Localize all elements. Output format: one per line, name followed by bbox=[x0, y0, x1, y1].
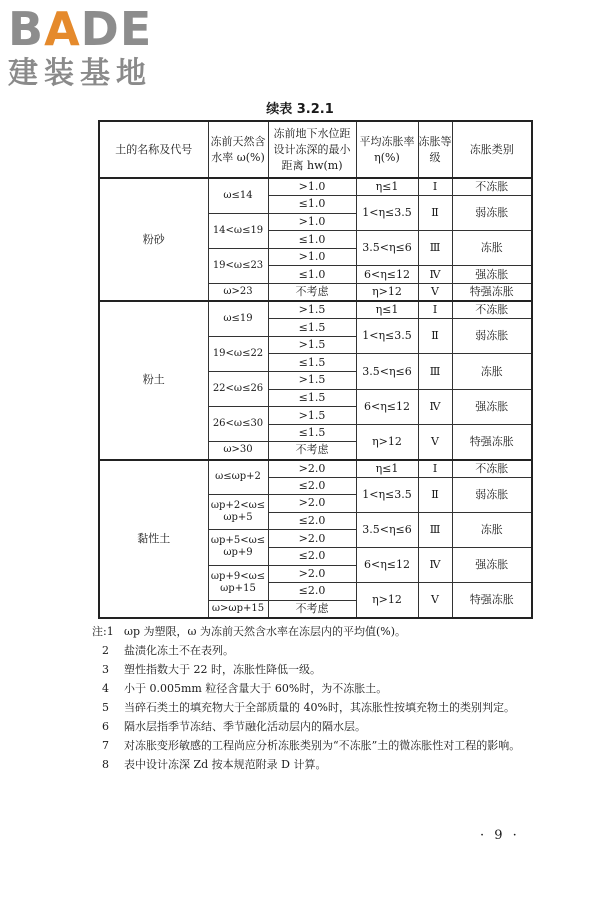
cell-distance: ≤1.0 bbox=[268, 231, 356, 249]
cell-distance: ≤1.0 bbox=[268, 266, 356, 284]
cell-distance: ≤1.5 bbox=[268, 354, 356, 372]
cell-grade: Ⅰ bbox=[418, 301, 452, 319]
logo bbox=[8, 2, 178, 92]
table-notes bbox=[92, 624, 532, 776]
cell-heave: 1<η≤3.5 bbox=[356, 196, 418, 231]
note-text: 对冻胀变形敏感的工程尚应分析冻胀类别为“不冻胀”土的微冻胀性对工程的影响。 bbox=[124, 739, 521, 752]
cell-heave: η≤1 bbox=[356, 460, 418, 478]
cell-heave: η≤1 bbox=[356, 178, 418, 196]
cell-grade: Ⅴ bbox=[418, 284, 452, 302]
cell-distance: 不考虑 bbox=[268, 600, 356, 618]
cell-distance: >1.0 bbox=[268, 248, 356, 266]
cell-heave: 3.5<η≤6 bbox=[356, 231, 418, 266]
cell-water: ω≤14 bbox=[208, 178, 268, 213]
note-item bbox=[92, 662, 532, 677]
cell-water: ωp+5<ω≤ ωp+9 bbox=[208, 530, 268, 565]
logo-cjk-text: 建装基地 bbox=[8, 56, 152, 91]
note-text: 盐渍化冻土不在表列。 bbox=[124, 644, 234, 657]
cell-water: ωp+9<ω≤ ωp+15 bbox=[208, 565, 268, 600]
cell-distance: ≤1.5 bbox=[268, 424, 356, 442]
cell-distance: ≤2.0 bbox=[268, 547, 356, 565]
note-number: 5 bbox=[102, 701, 109, 714]
cell-category: 不冻胀 bbox=[452, 178, 532, 196]
frost-heave-table bbox=[98, 120, 533, 619]
cell-water: ω>ωp+15 bbox=[208, 600, 268, 618]
cell-soil: 黏性土 bbox=[99, 460, 208, 618]
cell-grade: Ⅳ bbox=[418, 547, 452, 582]
cell-water: ω>30 bbox=[208, 442, 268, 460]
header-soil: 土的名称及代号 bbox=[99, 121, 208, 178]
cell-distance: >1.5 bbox=[268, 407, 356, 425]
header-groundwater-distance: 冻前地下水位距设计冻深的最小距离 hw(m) bbox=[268, 121, 356, 178]
cell-heave: 6<η≤12 bbox=[356, 547, 418, 582]
cell-water: 19<ω≤23 bbox=[208, 248, 268, 283]
table-row bbox=[99, 301, 532, 319]
note-text: ωp 为塑限，ω 为冻前天然含水率在冻层内的平均值(%)。 bbox=[124, 625, 407, 638]
note-item bbox=[92, 719, 532, 734]
cell-category: 冻胀 bbox=[452, 512, 532, 547]
table-row bbox=[99, 178, 532, 196]
cell-grade: Ⅲ bbox=[418, 231, 452, 266]
header-heave-rate: 平均冻胀率 η(%) bbox=[356, 121, 418, 178]
logo-wordmark: BADE bbox=[8, 2, 153, 56]
cell-distance: ≤2.0 bbox=[268, 512, 356, 530]
cell-heave: η≤1 bbox=[356, 301, 418, 319]
cell-water: 22<ω≤26 bbox=[208, 372, 268, 407]
cell-water: ω≤ωp+2 bbox=[208, 460, 268, 495]
cell-heave: η>12 bbox=[356, 284, 418, 302]
cell-grade: Ⅳ bbox=[418, 266, 452, 284]
cell-category: 冻胀 bbox=[452, 231, 532, 266]
cell-soil: 粉砂 bbox=[99, 178, 208, 301]
note-item bbox=[92, 643, 532, 658]
cell-water: 19<ω≤22 bbox=[208, 336, 268, 371]
note-number: 4 bbox=[102, 682, 109, 695]
cell-heave: 1<η≤3.5 bbox=[356, 477, 418, 512]
cell-distance: 不考虑 bbox=[268, 442, 356, 460]
note-text: 表中设计冻深 Zd 按本规范附录 D 计算。 bbox=[124, 758, 327, 771]
cell-water: ω≤19 bbox=[208, 301, 268, 336]
cell-water: ωp+2<ω≤ ωp+5 bbox=[208, 495, 268, 530]
cell-distance: >2.0 bbox=[268, 460, 356, 478]
cell-heave: 1<η≤3.5 bbox=[356, 319, 418, 354]
note-item bbox=[92, 757, 532, 772]
note-number: 2 bbox=[102, 644, 109, 657]
cell-grade: Ⅰ bbox=[418, 460, 452, 478]
note-number: 6 bbox=[102, 720, 109, 733]
cell-category: 强冻胀 bbox=[452, 389, 532, 424]
cell-category: 特强冻胀 bbox=[452, 424, 532, 459]
cell-grade: Ⅱ bbox=[418, 319, 452, 354]
page-number: · 9 · bbox=[480, 828, 520, 843]
note-item bbox=[92, 738, 532, 753]
cell-distance: >1.5 bbox=[268, 301, 356, 319]
cell-grade: Ⅲ bbox=[418, 512, 452, 547]
cell-distance: 不考虑 bbox=[268, 284, 356, 302]
cell-soil: 粉土 bbox=[99, 301, 208, 459]
cell-distance: ≤1.0 bbox=[268, 196, 356, 214]
cell-distance: >1.0 bbox=[268, 178, 356, 196]
cell-distance: ≤2.0 bbox=[268, 583, 356, 601]
cell-heave: 6<η≤12 bbox=[356, 389, 418, 424]
cell-water: 26<ω≤30 bbox=[208, 407, 268, 442]
cell-heave: η>12 bbox=[356, 583, 418, 618]
cell-heave: η>12 bbox=[356, 424, 418, 459]
cell-distance: >2.0 bbox=[268, 565, 356, 583]
cell-distance: >1.5 bbox=[268, 372, 356, 390]
table-caption: 续表 3.2.1 bbox=[266, 102, 334, 117]
cell-distance: >2.0 bbox=[268, 495, 356, 513]
cell-category: 冻胀 bbox=[452, 354, 532, 389]
header-water-content: 冻前天然含水率 ω(%) bbox=[208, 121, 268, 178]
note-item bbox=[92, 700, 532, 715]
cell-grade: Ⅲ bbox=[418, 354, 452, 389]
header-grade: 冻胀等级 bbox=[418, 121, 452, 178]
cell-water: ω>23 bbox=[208, 284, 268, 302]
cell-distance: ≤2.0 bbox=[268, 477, 356, 495]
cell-grade: Ⅴ bbox=[418, 424, 452, 459]
cell-distance: >1.0 bbox=[268, 213, 356, 231]
note-number: 注:1 bbox=[92, 625, 114, 638]
note-text: 当碎石类土的填充物大于全部质量的 40%时，其冻胀性按填充物土的类别判定。 bbox=[124, 701, 515, 714]
cell-category: 弱冻胀 bbox=[452, 477, 532, 512]
cell-category: 特强冻胀 bbox=[452, 284, 532, 302]
note-item bbox=[92, 624, 532, 639]
note-number: 7 bbox=[102, 739, 109, 752]
cell-category: 弱冻胀 bbox=[452, 319, 532, 354]
cell-category: 特强冻胀 bbox=[452, 583, 532, 618]
cell-heave: 3.5<η≤6 bbox=[356, 354, 418, 389]
cell-water: 14<ω≤19 bbox=[208, 213, 268, 248]
note-number: 8 bbox=[102, 758, 109, 771]
note-text: 小于 0.005mm 粒径含量大于 60%时，为不冻胀土。 bbox=[124, 682, 388, 695]
note-text: 隔水层指季节冻结、季节融化活动层内的隔水层。 bbox=[124, 720, 366, 733]
cell-grade: Ⅱ bbox=[418, 196, 452, 231]
cell-distance: ≤1.5 bbox=[268, 389, 356, 407]
table-row bbox=[99, 460, 532, 478]
cell-grade: Ⅰ bbox=[418, 178, 452, 196]
cell-category: 强冻胀 bbox=[452, 266, 532, 284]
cell-category: 不冻胀 bbox=[452, 301, 532, 319]
cell-heave: 6<η≤12 bbox=[356, 266, 418, 284]
cell-grade: Ⅴ bbox=[418, 583, 452, 618]
cell-category: 强冻胀 bbox=[452, 547, 532, 582]
cell-grade: Ⅳ bbox=[418, 389, 452, 424]
note-number: 3 bbox=[102, 663, 109, 676]
cell-distance: >1.5 bbox=[268, 336, 356, 354]
cell-distance: >2.0 bbox=[268, 530, 356, 548]
cell-category: 弱冻胀 bbox=[452, 196, 532, 231]
cell-grade: Ⅱ bbox=[418, 477, 452, 512]
note-text: 塑性指数大于 22 时，冻胀性降低一级。 bbox=[124, 663, 321, 676]
cell-category: 不冻胀 bbox=[452, 460, 532, 478]
note-item bbox=[92, 681, 532, 696]
cell-distance: ≤1.5 bbox=[268, 319, 356, 337]
header-category: 冻胀类别 bbox=[452, 121, 532, 178]
cell-heave: 3.5<η≤6 bbox=[356, 512, 418, 547]
